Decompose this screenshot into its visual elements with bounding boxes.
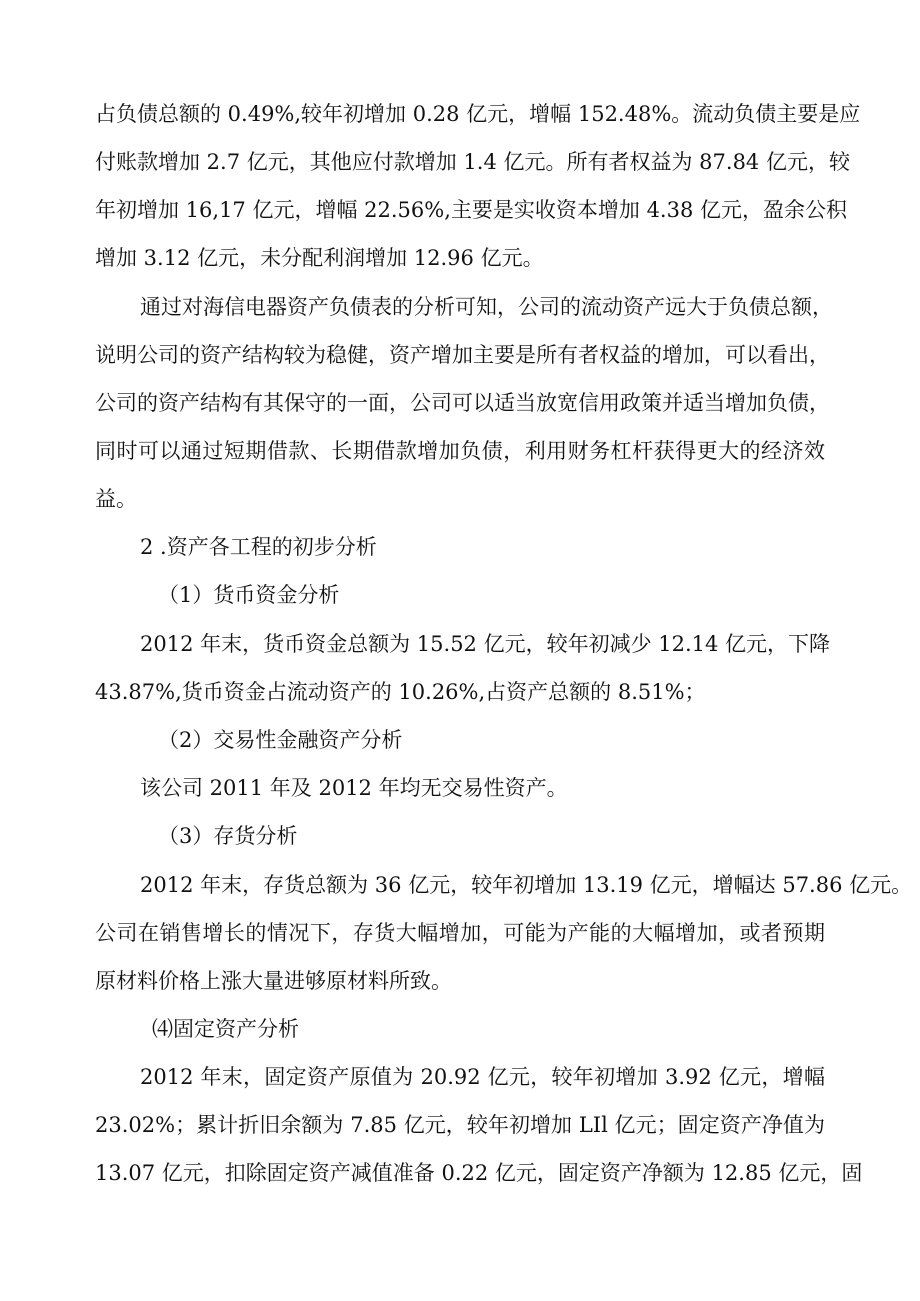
subsection-heading: （3）存货分析: [158, 824, 298, 848]
paragraph-first-line: 2012 年末，货币资金总额为 15.52 亿元，较年初减少 12.14 亿元，下降: [140, 632, 831, 656]
subsection-heading: ⑷固定资产分析: [152, 1017, 299, 1041]
text-line: 该公司 2011 年及 2012 年均无交易性资产。: [140, 776, 568, 800]
text-line: 说明公司的资产结构较为稳健，资产增加主要是所有者权益的增加，可以看出，: [95, 343, 830, 367]
text-line: 原材料价格上涨大量进够原材料所致。: [95, 969, 452, 993]
text-line: 益。: [95, 487, 137, 511]
text-line: 公司的资产结构有其保守的一面，公司可以适当放宽信用政策并适当增加负债，: [95, 391, 830, 415]
text-line: 同时可以通过短期借款、长期借款增加负债，利用财务杠杆获得更大的经济效: [95, 439, 825, 463]
section-heading: 2 .资产各工程的初步分析: [140, 535, 377, 559]
text-line: 43.87%,货币资金占流动资产的 10.26%,占资产总额的 8.51%；: [95, 680, 706, 704]
text-line: 增加 3.12 亿元，未分配利润增加 12.96 亿元。: [95, 246, 544, 270]
paragraph-first-line: 2012 年末，存货总额为 36 亿元，较年初增加 13.19 亿元，增幅达 57.86 亿元。: [140, 873, 913, 897]
subsection-heading: （2）交易性金融资产分析: [158, 728, 403, 752]
paragraph-first-line: 通过对海信电器资产负债表的分析可知，公司的流动资产远大于负债总额，: [140, 295, 833, 319]
paragraph-first-line: 2012 年末，固定资产原值为 20.92 亿元，较年初增加 3.92 亿元，增幅: [140, 1065, 825, 1089]
text-line: 占负债总额的 0.49%,较年初增加 0.28 亿元，增幅 152.48%。流动负债主要是应: [95, 102, 861, 126]
text-line: 23.02%；累计折旧余额为 7.85 亿元，较年初增加 LIl 亿元；固定资产净值为: [95, 1113, 825, 1137]
text-line: 年初增加 16,17 亿元，增幅 22.56%,主要是实收资本增加 4.38 亿元，盈余公积: [95, 198, 847, 222]
text-line: 付账款增加 2.7 亿元，其他应付款增加 1.4 亿元。所有者权益为 87.84 亿元，较: [95, 150, 850, 174]
text-line: 13.07 亿元，扣除固定资产减值准备 0.22 亿元，固定资产净额为 12.85 亿元，固: [95, 1161, 863, 1185]
subsection-heading: （1）货币资金分析: [158, 583, 340, 607]
text-line: 公司在销售增长的情况下，存货大幅增加，可能为产能的大幅增加，或者预期: [95, 921, 825, 945]
